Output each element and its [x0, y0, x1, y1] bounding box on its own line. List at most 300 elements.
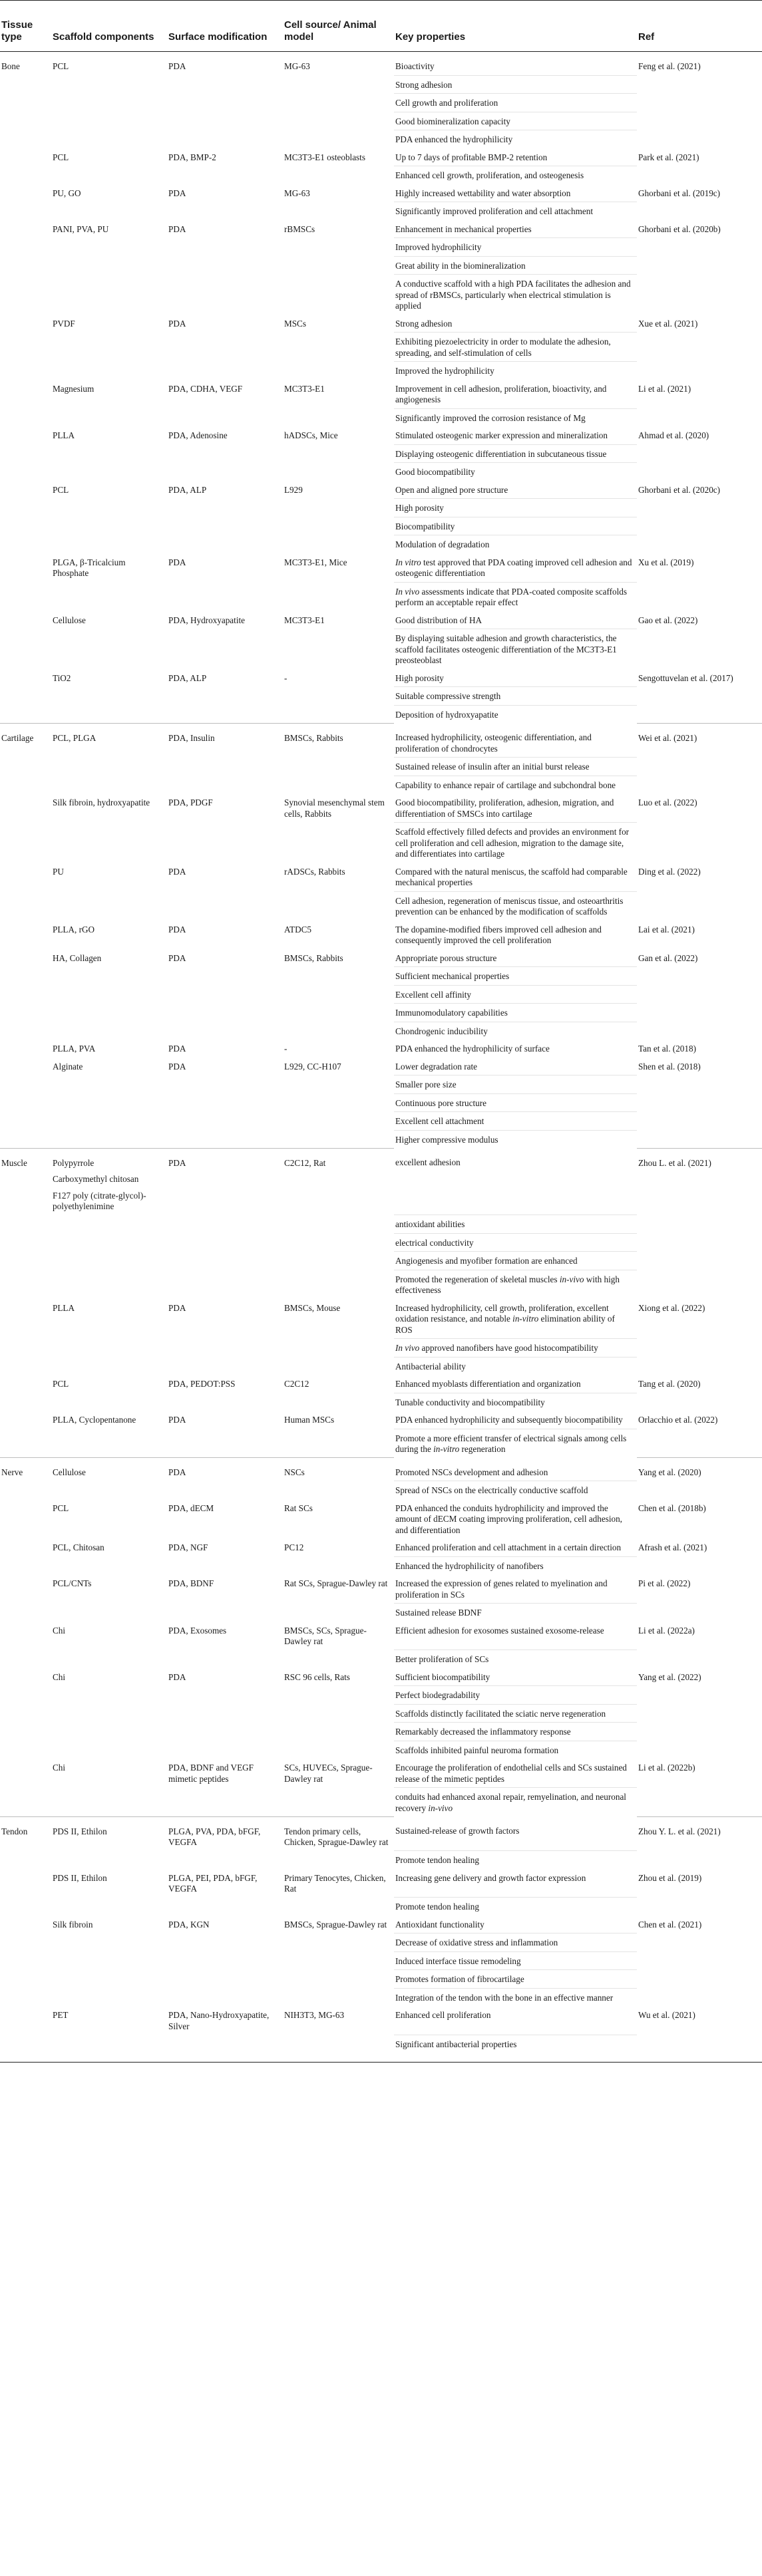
scaffold-cell: PCL	[53, 1503, 69, 1513]
ref-cell	[637, 256, 762, 275]
scaffold-cell	[51, 130, 167, 148]
scaffold-cell	[51, 1988, 167, 2006]
cell-source-cell: rBMSCs	[284, 223, 315, 234]
ref-cell	[637, 1851, 762, 1869]
tissue-cell	[0, 275, 51, 315]
table-row	[0, 1458, 762, 1481]
cell-source-cell	[283, 1650, 394, 1668]
surface-cell: PDA, ALP	[168, 484, 207, 495]
key-property-cell: Good biocompatibility	[394, 463, 637, 481]
key-property-cell: Strong adhesion	[395, 318, 453, 329]
table-row	[0, 1916, 762, 1933]
table-row	[0, 723, 762, 758]
scaffold-cell: Silk fibroin	[53, 1919, 93, 1930]
table-row	[0, 166, 762, 184]
ref-cell	[637, 1339, 762, 1358]
surface-cell	[167, 1970, 283, 1989]
table-row	[0, 256, 762, 275]
scaffold-cell	[51, 1481, 167, 1499]
scaffold-cell	[51, 94, 167, 112]
table-row	[0, 1723, 762, 1741]
scaffold-cell: PU, GO	[53, 188, 81, 198]
tissue-cell	[0, 1604, 51, 1622]
cell-source-cell	[283, 582, 394, 611]
tissue-cell	[0, 1058, 51, 1075]
surface-cell: PLGA, PEI, PDA, bFGF, VEGFA	[168, 1872, 258, 1894]
key-property-cell: excellent adhesion	[395, 1157, 461, 1167]
table-row	[0, 1270, 762, 1299]
key-property-cell: Integration of the tendon with the bone in an effective manner	[394, 1988, 637, 2006]
tissue-cell	[0, 94, 51, 112]
ref-cell	[637, 1788, 762, 1817]
tissue-cell	[0, 1339, 51, 1358]
surface-cell: PDA, KGN	[168, 1919, 210, 1930]
cell-source-cell: MSCs	[284, 318, 306, 329]
surface-cell	[167, 1075, 283, 1094]
key-property-cell: Modulation of degradation	[394, 535, 637, 553]
key-property-cell: Smaller pore size	[394, 1075, 637, 1094]
table-row	[0, 1622, 762, 1650]
tissue-cell: Cartilage	[0, 723, 51, 758]
key-property-cell: Excellent cell attachment	[394, 1112, 637, 1131]
ref-cell: Ahmad et al. (2020)	[638, 430, 709, 440]
surface-cell	[167, 758, 283, 776]
key-property-cell: electrical conductivity	[394, 1233, 637, 1252]
scaffold-cell: PU	[53, 866, 64, 877]
ref-cell	[637, 1075, 762, 1094]
key-property-cell: Capability to enhance repair of cartilage and subchondral bone	[394, 776, 637, 793]
ref-cell	[637, 1741, 762, 1759]
tissue-cell	[0, 1481, 51, 1499]
ref-cell	[637, 1951, 762, 1970]
scaffold-cell	[51, 1723, 167, 1741]
table-row	[0, 1604, 762, 1622]
table-row	[0, 1556, 762, 1574]
surface-cell: PDA	[168, 1671, 186, 1682]
cell-source-cell	[283, 967, 394, 986]
table-row	[0, 891, 762, 921]
surface-cell: PDA, BDNF	[168, 1578, 214, 1588]
key-property-cell: Angiogenesis and myofiber formation are enhanced	[394, 1252, 637, 1270]
cell-source-cell	[283, 517, 394, 535]
ref-cell	[637, 1686, 762, 1705]
key-property-cell: Perfect biodegradability	[394, 1686, 637, 1705]
ref-cell	[637, 758, 762, 776]
ref-cell: Sengottuvelan et al. (2017)	[638, 672, 733, 683]
scaffold-cell	[51, 1215, 167, 1234]
tissue-cell	[0, 967, 51, 986]
scaffold-cell	[51, 444, 167, 463]
cell-source-cell	[283, 823, 394, 863]
ref-cell	[637, 1393, 762, 1411]
scaffold-cell	[51, 362, 167, 380]
table-row	[0, 582, 762, 611]
tissue-cell	[0, 949, 51, 967]
table-row	[0, 94, 762, 112]
scaffold-cell	[51, 238, 167, 257]
tissue-cell	[0, 1022, 51, 1040]
scaffold-cell: PLLA, PVA	[53, 1044, 96, 1054]
cell-source-cell	[283, 776, 394, 793]
key-property-cell: Increasing gene delivery and growth factor expression	[395, 1872, 586, 1883]
key-property-cell: Scaffold effectively filled defects and provides an environment for cell proliferation and cell adhesion, migration to the damage site, and differentiates into cartilage	[394, 823, 637, 863]
table-row	[0, 1650, 762, 1668]
scaffold-cell: Chi	[53, 1763, 66, 1773]
table-row	[0, 1951, 762, 1970]
scaffold-cell: PVDF	[53, 318, 75, 329]
ref-cell	[637, 94, 762, 112]
surface-cell: PDA, NGF	[168, 1542, 208, 1552]
table-row	[0, 220, 762, 238]
ref-cell: Luo et al. (2022)	[638, 797, 697, 807]
cell-source-cell	[283, 1357, 394, 1375]
ref-cell	[637, 2035, 762, 2063]
scaffold-cell: Polypyrrole Carboxymethyl chitosan F127 poly (citrate-glycol)-polyethylenimine	[51, 1148, 167, 1215]
cell-source-cell: -	[284, 672, 287, 683]
cell-source-cell	[283, 202, 394, 220]
table-row	[0, 1851, 762, 1869]
key-property-cell: Good biomineralization capacity	[394, 112, 637, 130]
tissue-cell	[0, 408, 51, 426]
header-scaffold-components: Scaffold components	[51, 1, 167, 52]
table-row	[0, 1759, 762, 1788]
scaffold-cell	[51, 582, 167, 611]
key-property-cell: A conductive scaffold with a high PDA facilitates the adhesion and spread of rBMSCs, particularly when electrical stimulation is applied	[394, 275, 637, 315]
surface-cell	[167, 1093, 283, 1112]
scaffold-cell	[51, 1704, 167, 1723]
header-key-properties: Key properties	[394, 1, 637, 52]
surface-cell	[167, 687, 283, 706]
tissue-cell	[0, 1299, 51, 1339]
key-property-cell: High porosity	[395, 672, 444, 683]
key-property-cell: Enhancement in mechanical properties	[395, 223, 532, 234]
table-row	[0, 408, 762, 426]
tissue-cell	[0, 517, 51, 535]
surface-cell: PDA, BMP-2	[168, 152, 216, 162]
key-property-cell: Efficient adhesion for exosomes sustained exosome-release	[395, 1625, 604, 1636]
ref-cell: Ghorbani et al. (2019c)	[638, 188, 721, 198]
key-property-cell: Enhanced the hydrophilicity of nanofibers	[394, 1556, 637, 1574]
key-property-cell: Biocompatibility	[394, 517, 637, 535]
key-property-cell: Sustained-release of growth factors	[395, 1826, 520, 1836]
cell-source-cell	[283, 1686, 394, 1705]
scaffold-cell	[51, 1270, 167, 1299]
surface-cell	[167, 1215, 283, 1234]
cell-source-cell: Rat SCs	[284, 1503, 313, 1513]
surface-cell	[167, 1898, 283, 1916]
cell-source-cell	[283, 1130, 394, 1148]
key-property-cell: Better proliferation of SCs	[394, 1650, 637, 1668]
tissue-cell	[0, 629, 51, 669]
surface-cell	[167, 1130, 283, 1148]
tissue-cell	[0, 499, 51, 517]
cell-source-cell	[283, 1481, 394, 1499]
table-row	[0, 1574, 762, 1604]
scaffold-cell	[51, 1788, 167, 1817]
surface-cell	[167, 94, 283, 112]
key-property-cell: Enhanced proliferation and cell attachment in a certain direction	[395, 1542, 622, 1552]
key-property-cell: Promoted the regeneration of skeletal muscles in-vivo with high effectiveness	[394, 1270, 637, 1299]
scaffold-cell: PANI, PVA, PU	[53, 223, 109, 234]
tissue-cell	[0, 256, 51, 275]
table-row	[0, 1538, 762, 1556]
key-property-cell: Cell adhesion, regeneration of meniscus tissue, and osteoarthritis prevention can be enhanced by the modification of scaffolds	[394, 891, 637, 921]
scaffold-cell: Cellulose	[53, 615, 86, 625]
key-property-cell: In vivo assessments indicate that PDA-coated composite scaffolds perform an acceptable repair effect	[394, 582, 637, 611]
scaffold-cell: PLLA, rGO	[53, 924, 95, 934]
ref-cell	[637, 823, 762, 863]
surface-cell	[167, 463, 283, 481]
surface-cell: PDA	[168, 1302, 186, 1313]
scaffold-cell	[51, 75, 167, 94]
cell-source-cell: rADSCs, Rabbits	[284, 866, 345, 877]
ref-cell: Pi et al. (2022)	[638, 1578, 691, 1588]
scaffold-cell	[51, 629, 167, 669]
cell-source-cell	[283, 1788, 394, 1817]
key-property-cell: Promote a more efficient transfer of electrical signals among cells during the in-vitro regeneration	[394, 1429, 637, 1458]
key-property-cell: Cell growth and proliferation	[394, 94, 637, 112]
table-row	[0, 1481, 762, 1499]
cell-source-cell: RSC 96 cells, Rats	[284, 1671, 350, 1682]
key-property-cell: Enhanced cell proliferation	[395, 2010, 491, 2020]
surface-cell	[167, 1112, 283, 1131]
scaffold-cell: Chi	[53, 1625, 66, 1636]
ref-cell	[637, 130, 762, 148]
ref-cell	[637, 408, 762, 426]
table-row	[0, 1252, 762, 1270]
cell-source-cell	[283, 408, 394, 426]
ref-cell: Orlacchio et al. (2022)	[638, 1415, 718, 1425]
tissue-cell	[0, 1574, 51, 1604]
surface-cell	[167, 1788, 283, 1817]
cell-source-cell	[283, 1270, 394, 1299]
table-row	[0, 535, 762, 553]
scaffold-cell	[51, 1933, 167, 1952]
tissue-cell	[0, 863, 51, 892]
key-property-cell: PDA enhanced the conduits hydrophilicity and improved the amount of dECM coating improving proliferation, cell adhesion, and differentiation	[395, 1503, 622, 1535]
key-property-cell: Up to 7 days of profitable BMP-2 retention	[395, 152, 548, 162]
surface-cell: PDA, dECM	[168, 1503, 214, 1513]
header-ref: Ref	[637, 1, 762, 52]
surface-cell: PDA, Adenosine	[168, 430, 228, 440]
tissue-cell	[0, 1375, 51, 1393]
cell-source-cell	[283, 1004, 394, 1022]
table-row	[0, 1411, 762, 1429]
scaffold-cell: PCL	[53, 1379, 69, 1389]
scaffold-cell	[51, 2035, 167, 2063]
ref-cell: Yang et al. (2020)	[637, 1458, 762, 1481]
cell-source-cell	[283, 629, 394, 669]
ref-cell	[637, 112, 762, 130]
surface-cell	[167, 823, 283, 863]
tissue-cell	[0, 1004, 51, 1022]
tissue-cell	[0, 1233, 51, 1252]
scaffold-cell	[51, 823, 167, 863]
table-row	[0, 823, 762, 863]
key-property-cell: Increased hydrophilicity, cell growth, proliferation, excellent oxidation resistance, and notable in-vitro elimination ability of ROS	[395, 1302, 615, 1335]
cell-source-cell	[283, 1741, 394, 1759]
surface-cell	[167, 1604, 283, 1622]
cell-source-cell: BMSCs, Mouse	[284, 1302, 341, 1313]
scaffold-cell: PLLA	[53, 430, 75, 440]
key-property-cell: Bioactivity	[395, 61, 435, 71]
cell-source-cell: BMSCs, Sprague-Dawley rat	[284, 1919, 387, 1930]
surface-cell	[167, 1429, 283, 1458]
key-property-cell: Good distribution of HA	[395, 615, 482, 625]
ref-cell: Li et al. (2022a)	[638, 1625, 695, 1636]
scaffold-cell: TiO2	[53, 672, 71, 683]
tissue-cell	[0, 426, 51, 444]
ref-cell	[637, 75, 762, 94]
tissue-cell	[0, 1704, 51, 1723]
tissue-cell	[0, 705, 51, 723]
key-property-cell: Compared with the natural meniscus, the scaffold had comparable mechanical properties	[395, 866, 628, 887]
key-property-cell: Improved hydrophilicity	[394, 238, 637, 257]
ref-cell: Shen et al. (2018)	[638, 1061, 701, 1072]
ref-cell: Gao et al. (2022)	[638, 615, 698, 625]
surface-cell	[167, 1357, 283, 1375]
key-property-cell: Improved the hydrophilicity	[394, 362, 637, 380]
surface-cell	[167, 1741, 283, 1759]
cell-source-cell	[283, 1393, 394, 1411]
ref-cell: Ghorbani et al. (2020b)	[638, 223, 721, 234]
surface-cell	[167, 1988, 283, 2006]
tissue-cell	[0, 1686, 51, 1705]
tissue-cell	[0, 1916, 51, 1933]
surface-cell	[167, 362, 283, 380]
table-row	[0, 1970, 762, 1989]
table-row	[0, 1022, 762, 1040]
cell-source-cell	[283, 463, 394, 481]
cell-source-cell	[283, 705, 394, 723]
tissue-cell	[0, 1788, 51, 1817]
header-row	[0, 1, 762, 52]
ref-cell	[637, 1704, 762, 1723]
tissue-cell	[0, 1499, 51, 1539]
scaffold-cell	[51, 758, 167, 776]
cell-source-cell: BMSCs, Rabbits	[284, 952, 343, 963]
key-property-cell: Remarkably decreased the inflammatory response	[394, 1723, 637, 1741]
tissue-cell	[0, 1252, 51, 1270]
surface-cell	[167, 1704, 283, 1723]
table-row	[0, 426, 762, 444]
scaffold-cell: PCL, PLGA	[51, 723, 167, 758]
surface-cell	[167, 1339, 283, 1358]
surface-cell: PDA, PDGF	[168, 797, 213, 807]
tissue-cell	[0, 75, 51, 94]
ref-cell: Li et al. (2022b)	[638, 1763, 695, 1773]
scaffold-cell	[51, 333, 167, 362]
key-property-cell: PDA enhanced the hydrophilicity	[394, 130, 637, 148]
tissue-cell	[0, 1869, 51, 1898]
ref-cell: Xue et al. (2021)	[638, 318, 698, 329]
table-row	[0, 238, 762, 257]
tissue-cell	[0, 1411, 51, 1429]
surface-cell: PDA	[168, 1415, 186, 1425]
table-row	[0, 130, 762, 148]
key-property-cell: Excellent cell affinity	[394, 985, 637, 1004]
ref-cell	[637, 1933, 762, 1952]
key-property-cell: Sufficient mechanical properties	[394, 967, 637, 986]
key-property-cell: Induced interface tissue remodeling	[394, 1951, 637, 1970]
scaffold-cell	[51, 705, 167, 723]
cell-source-cell	[283, 1022, 394, 1040]
scaffold-cell: HA, Collagen	[53, 952, 102, 963]
ref-cell	[637, 985, 762, 1004]
cell-source-cell	[283, 1429, 394, 1458]
tissue-cell: Bone	[1, 61, 20, 71]
table-row	[0, 1004, 762, 1022]
table-row	[0, 1075, 762, 1094]
scaffold-cell	[51, 967, 167, 986]
scaffold-cell	[51, 256, 167, 275]
cell-source-cell	[283, 1112, 394, 1131]
ref-cell: Tang et al. (2020)	[638, 1379, 701, 1389]
surface-cell	[167, 1481, 283, 1499]
tissue-cell	[0, 985, 51, 1004]
tissue-cell	[0, 1393, 51, 1411]
key-property-cell: Promote tendon healing	[394, 1898, 637, 1916]
ref-cell: Gan et al. (2022)	[638, 952, 698, 963]
tissue-cell	[0, 1988, 51, 2006]
surface-cell: PDA, Insulin	[167, 723, 283, 758]
cell-source-cell	[283, 238, 394, 257]
surface-cell	[167, 1686, 283, 1705]
surface-cell	[167, 256, 283, 275]
tissue-cell	[0, 1112, 51, 1131]
tissue-cell	[0, 553, 51, 583]
table-row	[0, 1093, 762, 1112]
scaffold-cell	[51, 1650, 167, 1668]
tissue-cell	[0, 669, 51, 687]
tissue-cell	[0, 112, 51, 130]
scaffold-cell: PLGA, β-Tricalcium Phosphate	[53, 557, 126, 578]
header-tissue-type: Tissue type	[0, 1, 51, 52]
tissue-cell	[0, 362, 51, 380]
surface-cell	[167, 705, 283, 723]
ref-cell: Tan et al. (2018)	[638, 1044, 696, 1054]
cell-source-cell: Synovial mesenchymal stem cells, Rabbits	[284, 797, 385, 819]
surface-cell	[167, 499, 283, 517]
scaffold-cell	[51, 408, 167, 426]
key-property-cell: Significantly improved the corrosion resistance of Mg	[394, 408, 637, 426]
ref-cell: Ghorbani et al. (2020c)	[638, 484, 721, 495]
scaffold-cell	[51, 535, 167, 553]
key-property-cell: Increased hydrophilicity, osteogenic differentiation, and proliferation of chondrocytes	[395, 732, 592, 754]
cell-source-cell	[283, 333, 394, 362]
ref-cell	[637, 1481, 762, 1499]
ref-cell: Zhou Y. L. et al. (2021)	[637, 1816, 762, 1851]
cell-source-cell: MC3T3-E1, Mice	[284, 557, 347, 567]
cell-source-cell	[283, 1898, 394, 1916]
scaffold-cell	[51, 1357, 167, 1375]
ref-cell	[637, 891, 762, 921]
ref-cell	[637, 1357, 762, 1375]
ref-cell	[637, 582, 762, 611]
surface-cell	[167, 166, 283, 184]
scaffold-cell	[51, 1393, 167, 1411]
tissue-cell	[0, 202, 51, 220]
table-row	[0, 1933, 762, 1952]
table-row	[0, 184, 762, 202]
scaffold-cell: Silk fibroin, hydroxyapatite	[53, 797, 150, 807]
key-property-cell: Open and aligned pore structure	[395, 484, 508, 495]
surface-cell: PDA	[167, 1458, 283, 1481]
cell-source-cell	[283, 256, 394, 275]
ref-cell	[637, 444, 762, 463]
ref-cell	[637, 1429, 762, 1458]
key-property-cell: Suitable compressive strength	[394, 687, 637, 706]
